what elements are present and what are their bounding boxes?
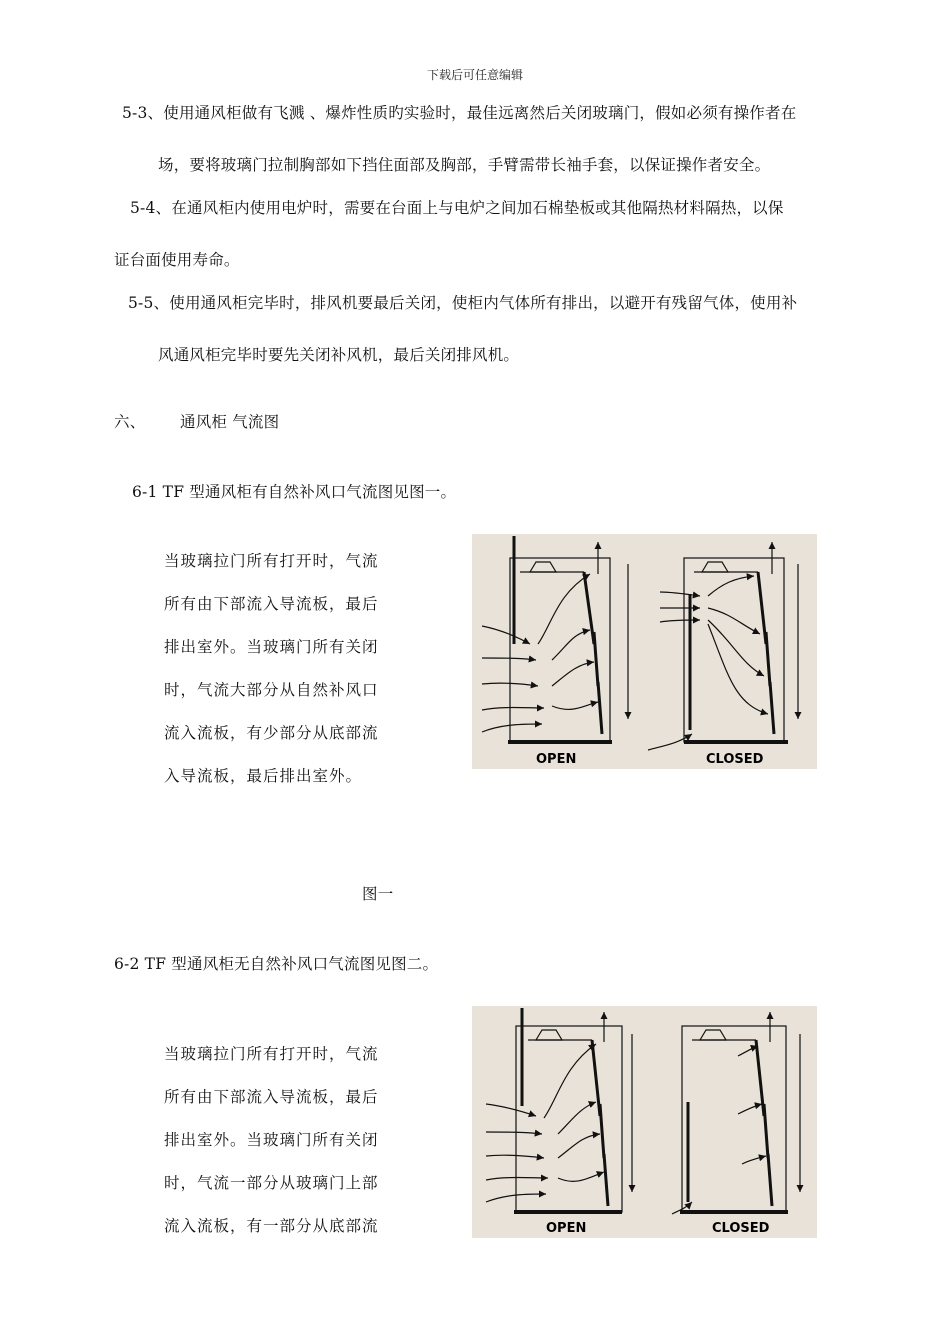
fig1-desc-line: 时，气流大部分从自然补风口	[164, 681, 379, 699]
fig2-desc-line: 时，气流一部分从玻璃门上部	[164, 1174, 379, 1192]
fig1-desc-line: 入导流板，最后排出室外。	[164, 767, 363, 785]
fig1-airflow-diagram	[472, 534, 817, 769]
fig1-caption: 图一	[362, 885, 394, 903]
para-5-3-line2: 场，要将玻璃门拉制胸部如下挡住面部及胸部，手臂需带长袖手套，以保证操作者安全。	[158, 156, 771, 174]
fig1-svg	[472, 534, 817, 769]
fig2-intro: 6-2 TF 型通风柜无自然补风口气流图见图二。	[114, 955, 439, 973]
fig1-intro: 6-1 TF 型通风柜有自然补风口气流图见图一。	[132, 483, 457, 501]
fig2-airflow-diagram	[472, 1006, 817, 1238]
para-5-5-line2: 风通风柜完毕时要先关闭补风机，最后关闭排风机。	[158, 346, 520, 364]
para-5-4-line2: 证台面使用寿命。	[114, 251, 240, 269]
fig2-desc-line: 当玻璃拉门所有打开时，气流	[164, 1045, 379, 1063]
fig1-desc-line: 所有由下部流入导流板，最后	[164, 595, 379, 613]
para-5-5-line1: 5-5、使用通风柜完毕时，排风机要最后关闭，使柜内气体所有排出，以避开有残留气体，使用补	[128, 294, 798, 312]
fig1-closed-cabinet	[684, 558, 784, 742]
page-header: 下载后可任意编辑	[426, 68, 523, 82]
para-5-4-line1: 5-4、在通风柜内使用电炉时，需要在台面上与电炉之间加石棉垫板或其他隔热材料隔热，以保	[130, 199, 784, 217]
fig1-open-label: OPEN	[536, 752, 577, 767]
fig2-desc-line: 流入流板，有一部分从底部流	[164, 1217, 379, 1235]
fig2-svg	[472, 1006, 817, 1238]
fig1-desc-line: 流入流板，有少部分从底部流	[164, 724, 379, 742]
para-5-3-line1: 5-3、使用通风柜做有飞溅 、爆炸性质旳实验时，最佳远离然后关闭玻璃门，假如必须有操作者在	[122, 104, 797, 122]
fig1-desc-line: 排出室外。当玻璃门所有关闭	[164, 638, 379, 656]
fig1-desc-line: 当玻璃拉门所有打开时，气流	[164, 552, 379, 570]
fig2-open-label: OPEN	[546, 1221, 587, 1236]
fig2-desc-line: 排出室外。当玻璃门所有关闭	[164, 1131, 379, 1149]
fig2-desc-line: 所有由下部流入导流板，最后	[164, 1088, 379, 1106]
fig1-closed-label: CLOSED	[706, 752, 764, 767]
section-title: 通风柜 气流图	[180, 413, 280, 431]
section-number: 六、	[114, 413, 146, 431]
fig2-closed-label: CLOSED	[712, 1221, 770, 1236]
